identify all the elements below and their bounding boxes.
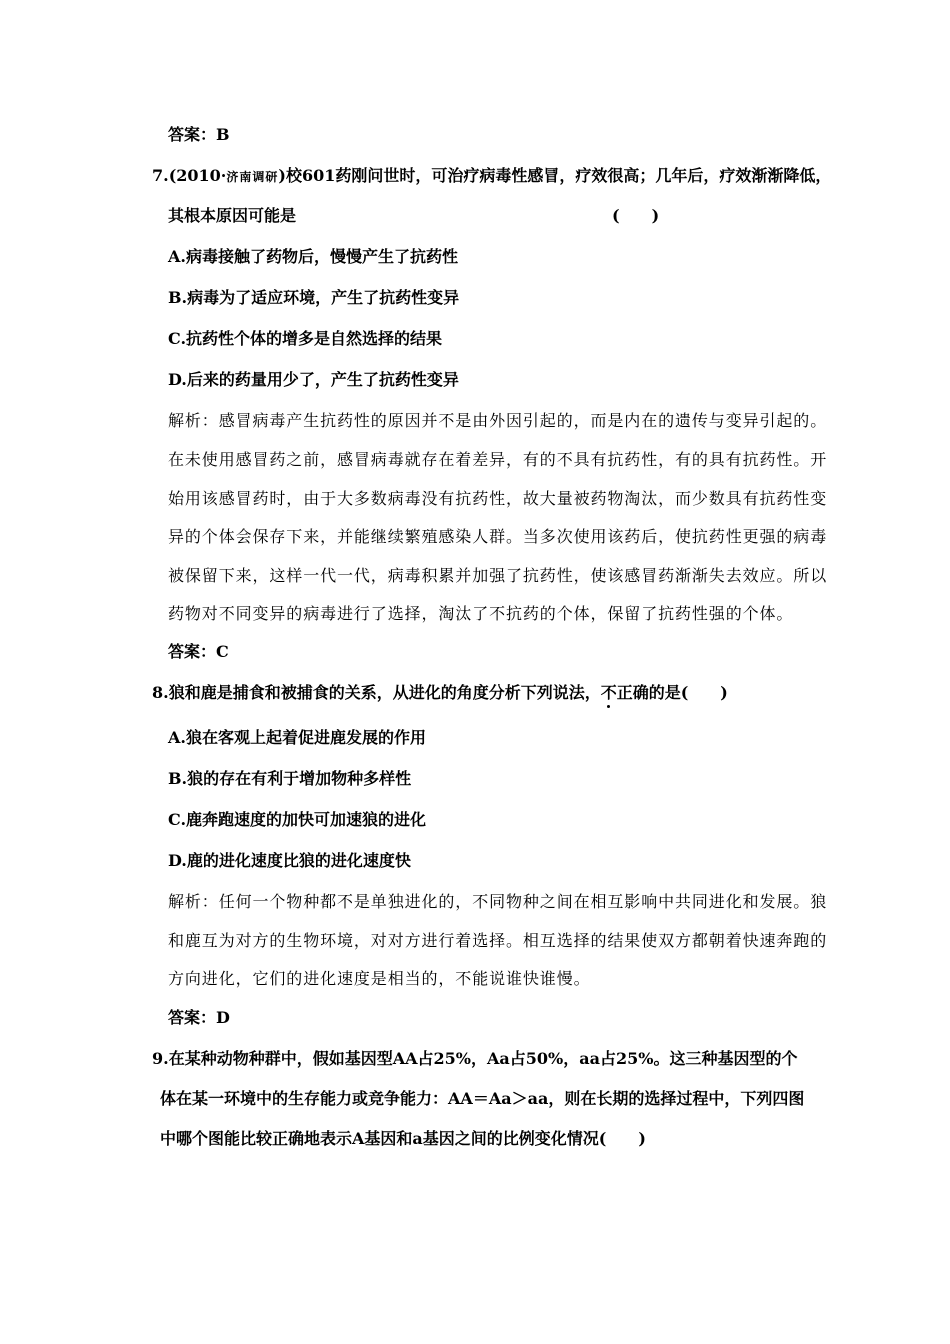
question-7-source: 济南调研 [226,170,279,184]
question-9-line-1: 9.在某种动物种群中，假如基因型AA占25%，Aa占50%，aa占25%。这三种基因型的个 [152,1049,798,1068]
question-8-option-b: B.狼的存在有利于增加物种多样性 [168,769,412,788]
question-7-option-a: A.病毒接触了药物后，慢慢产生了抗药性 [168,247,458,266]
question-7-option-b: B.病毒为了适应环境，产生了抗药性变异 [168,288,460,307]
question-8-option-c: C.鹿奔跑速度的加快可加速狼的进化 [168,810,427,829]
question-8-stem-after: 正确的是( ) [616,683,728,702]
question-8-stem-before: 8.狼和鹿是捕食和被捕食的关系，从进化的角度分析下列说法， [152,683,601,702]
question-8-emphasis-not: 不 [600,683,617,702]
question-7-stem [152,165,831,188]
question-7-explanation-line-5: 被保留下来，这样一代一代，病毒积累并加强了抗药性，使该感冒药渐渐失去效应。所以 [168,566,828,585]
question-8-explanation-line-3: 方向进化，它们的进化速度是相当的，不能说谁快谁慢。 [168,969,591,988]
question-8-explanation-line-1: 解析：任何一个物种都不是单独进化的，不同物种之间在相互影响中共同进化和发展。狼 [168,892,828,911]
question-8-option-d: D.鹿的进化速度比狼的进化速度快 [168,851,411,870]
question-7-number: 7. [152,166,169,185]
question-7-explanation-line-3: 始用该感冒药时，由于大多数病毒没有抗药性，故大量被药物淘汰，而少数具有抗药性变 [168,489,828,508]
question-7-explanation-line-4: 异的个体会保存下来，并能继续繁殖感染人群。当多次使用该药后，使抗药性更强的病毒 [168,527,828,546]
question-7-explanation-line-2: 在未使用感冒药之前，感冒病毒就存在着差异，有的不具有抗药性，有的具有抗药性。开 [168,450,828,469]
question-7-explanation-line-6: 药物对不同变异的病毒进行了选择，淘汰了不抗药的个体，保留了抗药性强的个体。 [168,604,794,623]
question-9-line-2: 体在某一环境中的生存能力或竞争能力：AA＝Aa＞aa，则在长期的选择过程中，下列四图 [160,1089,805,1108]
question-7-option-d: D.后来的药量用少了，产生了抗药性变异 [168,370,459,389]
question-8-explanation-line-2: 和鹿互为对方的生物环境，对对方进行着选择。相互选择的结果使双方都朝着快速奔跑的 [168,931,828,950]
question-7-explanation-line-1: 解析：感冒病毒产生抗药性的原因并不是由外因引起的，而是内在的遗传与变异引起的。 [168,411,828,430]
question-8-option-a: A.狼在客观上起着促进鹿发展的作用 [168,728,426,747]
answer-q6: 答案：B [168,125,230,144]
answer-q8: 答案：D [168,1008,230,1027]
question-7-stem-line2: 其根本原因可能是 [168,206,297,225]
question-7-answer-parentheses: ( ) [612,206,660,225]
question-7-option-c: C.抗药性个体的增多是自然选择的结果 [168,329,443,348]
question-8-stem [152,682,728,704]
question-7-stem-text: )校601药刚问世时，可治疗病毒性感冒，疗效很高；几年后，疗效渐渐降低， [278,166,832,185]
question-7-year: (2010· [168,166,227,185]
question-9-line-3: 中哪个图能比较正确地表示A基因和a基因之间的比例变化情况( ) [160,1129,646,1148]
answer-q7: 答案：C [168,642,229,661]
